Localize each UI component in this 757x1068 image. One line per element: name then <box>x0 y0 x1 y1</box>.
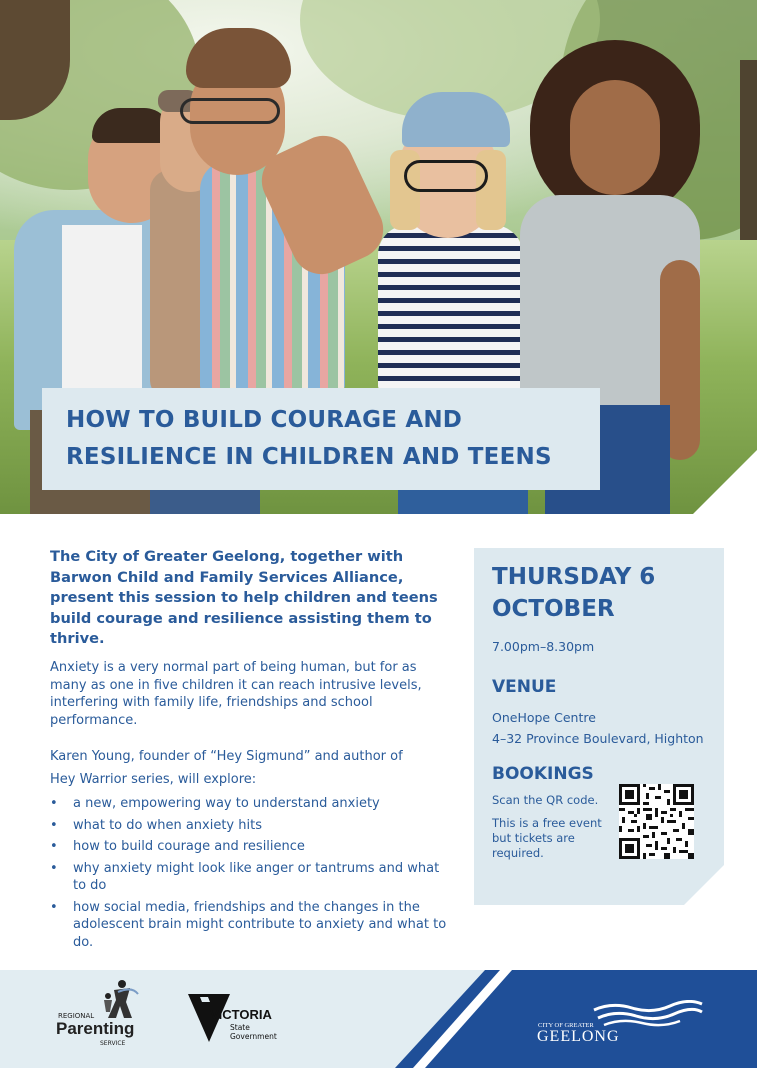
bullet-icon: • <box>50 817 58 833</box>
title-line-2: RESILIENCE IN CHILDREN AND TEENS <box>66 444 552 470</box>
hero-corner-cut <box>693 450 757 514</box>
venue-name: OneHope Centre <box>492 710 596 725</box>
speaker-line-1: Karen Young, founder of “Hey Sigmund” and author of <box>50 749 403 764</box>
list-item: • why anxiety might look like anger or tantrums and what to do <box>50 860 440 893</box>
list-item: • a new, empowering way to understand anxiety <box>50 796 380 811</box>
victoria-logo-sub-1: State <box>230 1023 250 1032</box>
panel-corner-cut <box>684 865 724 905</box>
qr-code-icon[interactable] <box>619 784 694 859</box>
event-date-line-2: OCTOBER <box>492 596 615 622</box>
bookings-scan-text: Scan the QR code. <box>492 793 599 807</box>
speaker-line-2: Hey Warrior series, will explore: <box>50 772 257 787</box>
bookings-note-line-2: but tickets are <box>492 831 575 845</box>
bullet-icon: • <box>50 796 58 811</box>
bullet-icon: • <box>50 839 58 854</box>
victoria-logo-word: VICTORIA <box>210 1007 272 1022</box>
geelong-logo-small: CITY OF GREATER <box>538 1022 594 1029</box>
intro-paragraph: Anxiety is a very normal part of being human, but for as many as one in five children it can reach intrusive levels, interfering with family life, friendships and school performance. <box>50 660 422 728</box>
event-date-line-1: THURSDAY 6 <box>492 564 656 590</box>
list-item: • how to build courage and resilience <box>50 839 305 854</box>
list-item: • what to do when anxiety hits <box>50 817 262 833</box>
bullet-icon: • <box>50 860 58 876</box>
parenting-logo-word: Parenting <box>56 1019 135 1038</box>
title-banner <box>42 388 600 490</box>
title-line-1: HOW TO BUILD COURAGE AND <box>66 407 463 433</box>
parenting-logo-sub: SERVICE <box>100 1040 126 1047</box>
bookings-heading: BOOKINGS <box>492 764 594 784</box>
event-time: 7.00pm–8.30pm <box>492 639 595 654</box>
footer <box>0 970 757 1068</box>
list-item: • how social media, friendships and the changes in the adolescent brain might contribute to anxiety and what to do. <box>50 899 447 950</box>
bookings-note-line-1: This is a free event <box>492 816 602 830</box>
bullet-icon: • <box>50 899 58 915</box>
venue-heading: VENUE <box>492 677 557 697</box>
tree-trunk-right <box>740 60 757 260</box>
geelong-logo-word: GEELONG <box>537 1028 620 1045</box>
topics-list <box>50 795 455 955</box>
parenting-figures-icon <box>92 978 140 1020</box>
geelong-waves-icon <box>592 1000 704 1028</box>
venue-address: 4–32 Province Boulevard, Highton <box>492 731 704 746</box>
parenting-logo-small: REGIONAL <box>58 1012 95 1020</box>
bookings-note-line-3: required. <box>492 846 544 860</box>
victoria-logo-sub-2: Government <box>230 1032 277 1041</box>
intro-lead: The City of Greater Geelong, together with Barwon Child and Family Services Alliance, present this session to help children and teens build courage and resilience assisting them to thrive. <box>50 548 438 647</box>
event-info-panel <box>474 548 724 905</box>
